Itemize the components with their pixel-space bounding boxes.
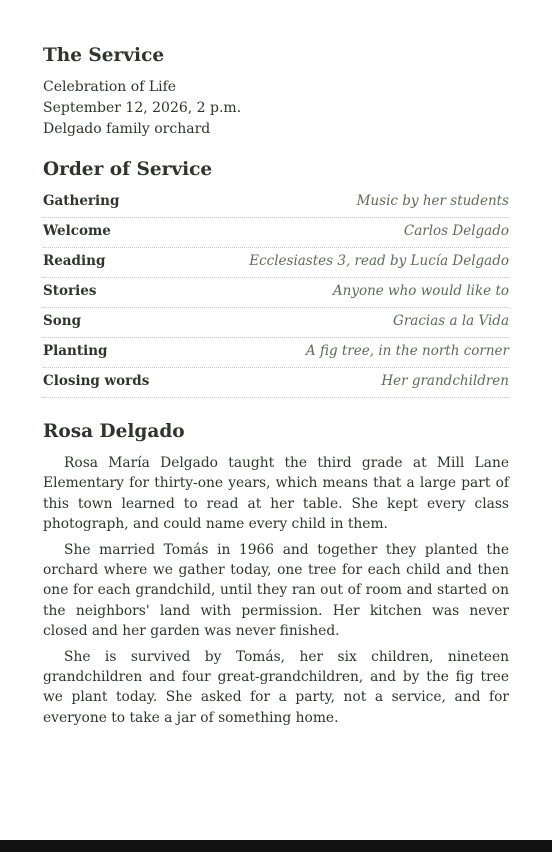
order-list [43, 188, 509, 398]
order-who: Music by her students [356, 193, 509, 209]
service-location: Delgado family orchard [43, 121, 211, 137]
bio-paragraph: She married Tomás in 1966 and together they planted the orchard where we gather today, one tree for each child and then one for each grandchild, until they ran out of room and started on the neighbors' land with permission. Her kitchen was never closed and her garden was never finished. [43, 541, 509, 640]
order-who: Ecclesiastes 3, read by Lucía Delgado [249, 253, 509, 269]
bio-section [43, 419, 509, 728]
order-part: Gathering [43, 193, 120, 209]
order-part: Stories [43, 283, 97, 299]
order-heading: Order of Service [43, 159, 213, 180]
order-who: Anyone who would like to [332, 283, 509, 299]
service-heading: The Service [43, 45, 165, 66]
service-details [43, 77, 509, 140]
order-who: Carlos Delgado [403, 223, 509, 239]
bio-paragraph: Rosa María Delgado taught the third grade at Mill Lane Elementary for thirty-one years, which means that a large part of this town learned to read at her table. She kept every class photograph, and could name every child in them. [43, 455, 509, 533]
order-section [43, 157, 509, 398]
order-row-song [43, 308, 509, 338]
order-who: Gracias a la Vida [393, 313, 509, 329]
bio-paragraph: She is survived by Tomás, her six children, nineteen grandchildren and four great-grandchildren, and by the fig tree we plant today. She asked for a party, not a service, and for everyone to take a jar of something home. [43, 648, 509, 726]
order-row-closing-words [43, 368, 509, 398]
order-part: Reading [43, 253, 106, 269]
service-event: Celebration of Life [43, 79, 177, 95]
service-datetime: September 12, 2026, 2 p.m. [43, 100, 242, 116]
service-section [43, 43, 509, 140]
order-row-reading [43, 248, 509, 278]
order-row-welcome [43, 218, 509, 248]
order-part: Welcome [43, 223, 111, 239]
order-row-gathering [43, 188, 509, 218]
bio-text [43, 453, 509, 728]
order-part: Song [43, 313, 82, 329]
order-part: Closing words [43, 373, 150, 389]
bio-heading: Rosa Delgado [43, 421, 185, 442]
program-content [43, 43, 509, 733]
order-part: Planting [43, 343, 108, 359]
order-row-planting [43, 338, 509, 368]
order-who: Her grandchildren [381, 373, 509, 389]
order-who: A fig tree, in the north corner [305, 343, 509, 359]
order-row-stories [43, 278, 509, 308]
